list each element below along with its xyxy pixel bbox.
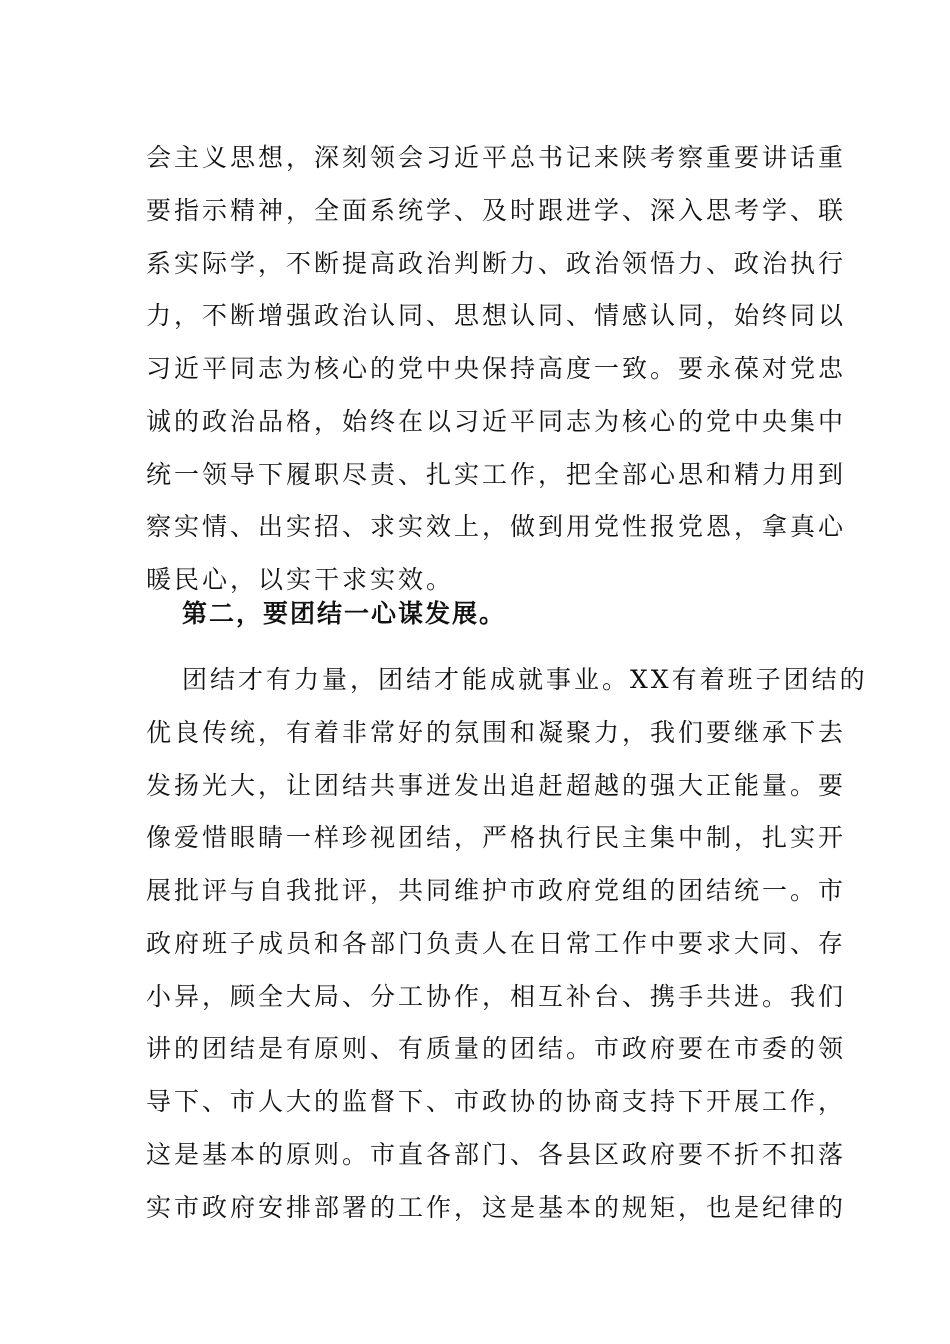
paragraph-2: [146, 654, 868, 1234]
paragraph-line: 习近平同志为核心的党中央保持高度一致。要永葆对党忠: [146, 354, 847, 383]
section-heading-block: [146, 588, 806, 641]
paragraph-line: 小异，顾全大局、分工协作，相互补台、携手共进。我们: [146, 981, 847, 1011]
paragraph-line: 讲的团结是有原则、有质量的团结。市政府要在市委的领: [146, 1034, 847, 1064]
paragraph-line: 暖民心，以实干求实效。: [146, 565, 455, 594]
paragraph-line: 力，不断增强政治认同、思想认同、情感认同，始终同以: [146, 301, 847, 331]
paragraph-1: [146, 132, 847, 607]
paragraph-line: 察实情、出实招、求实效上，做到用党性报党恩，拿真心: [146, 512, 847, 542]
paragraph-line: 统一领导下履职尽责、扎实工作，把全部心思和精力用到: [146, 459, 847, 489]
paragraph-line: 政府班子成员和各部门负责人在日常工作中要求大同、存: [146, 928, 847, 958]
paragraph-line: 要指示精神，全面系统学、及时跟进学、深入思考学、联: [146, 195, 847, 225]
paragraph-line: 像爱惜眼睛一样珍视团结，严格执行民主集中制，扎实开: [146, 823, 847, 853]
paragraph-line: 导下、市人大的监督下、市政协的协商支持下开展工作，: [146, 1087, 847, 1116]
paragraph-line: 系实际学，不断提高政治判断力、政治领悟力、政治执行: [146, 248, 847, 278]
paragraph-line: 诚的政治品格，始终在以习近平同志为核心的党中央集中: [146, 406, 847, 436]
paragraph-line: 这是基本的原则。市直各部门、各县区政府要不折不扣落: [146, 1139, 847, 1169]
paragraph-line: 发扬光大，让团结共事迸发出追赶超越的强大正能量。要: [146, 770, 847, 800]
paragraph-line: 展批评与自我批评，共同维护市政府党组的团结统一。市: [146, 876, 847, 905]
section-heading: 第二，要团结一心谋发展。: [182, 599, 507, 628]
paragraph-line: 会主义思想，深刻领会习近平总书记来陕考察重要讲话重: [146, 143, 847, 172]
paragraph-line: 团结才有力量，团结才能成就事业。XX有着班子团结的: [182, 665, 868, 694]
paragraph-line: 优良传统，有着非常好的氛围和凝聚力，我们要继承下去: [146, 717, 847, 747]
paragraph-line: 实市政府安排部署的工作，这是基本的规矩，也是纪律的: [146, 1192, 847, 1222]
